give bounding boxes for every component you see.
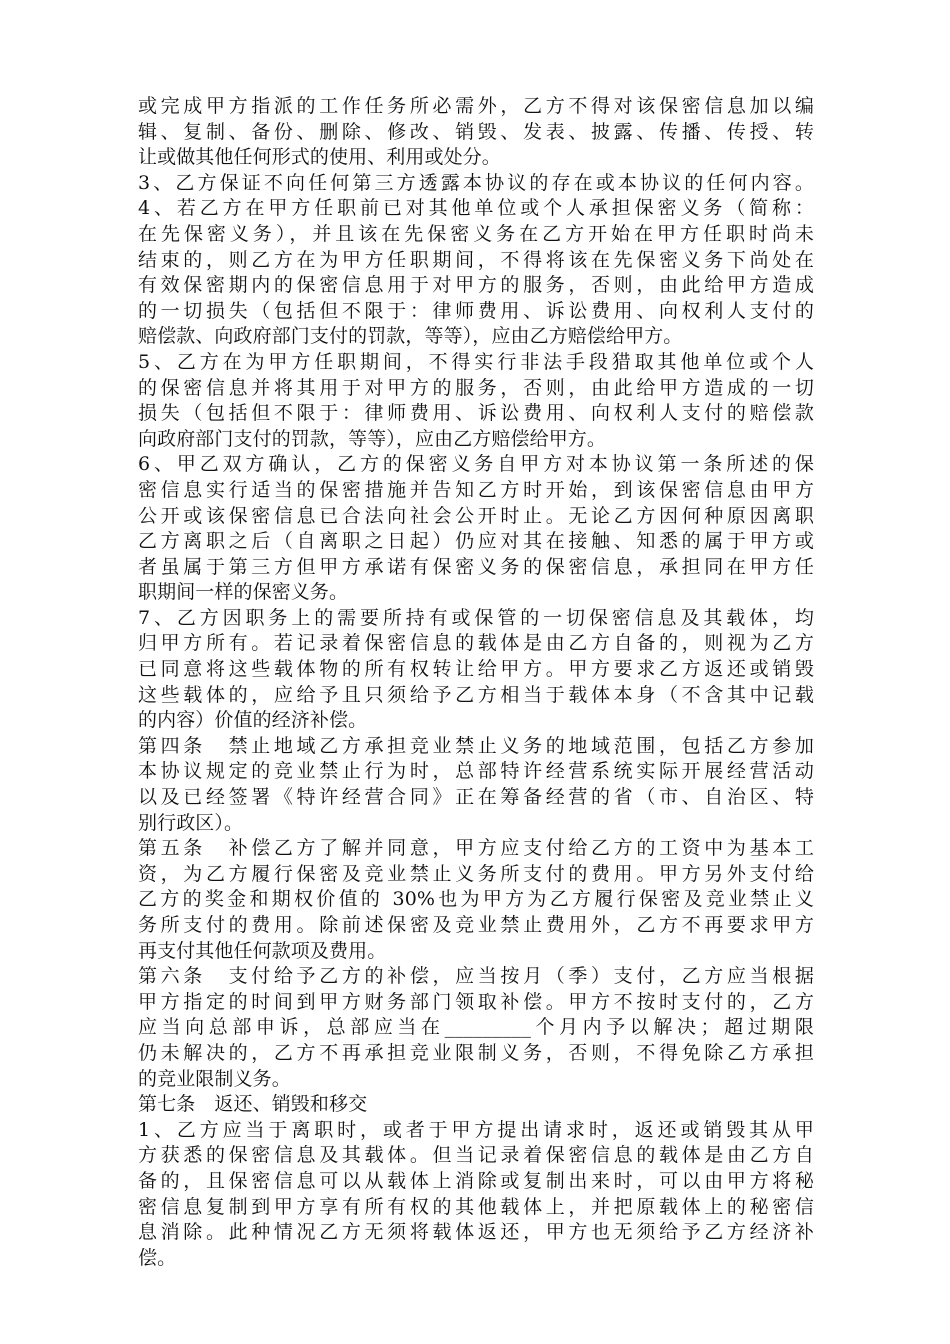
text-line: 以及已经签署《特许经营合同》正在筹备经营的省（市、自治区、特 bbox=[138, 786, 814, 809]
text-line: 让或做其他任何形式的使用、利用或处分。 bbox=[138, 146, 501, 169]
text-line: 资，为乙方履行保密及竞业禁止义务所支付的费用。甲方另外支付给 bbox=[138, 862, 814, 885]
text-line: 4、若乙方在甲方任职前已对其他单位或个人承担保密义务（简称： bbox=[138, 197, 814, 220]
text-line: 密信息实行适当的保密措施并告知乙方时开始，到该保密信息由甲方 bbox=[138, 478, 814, 501]
text-line: 6、甲乙双方确认，乙方的保密义务自甲方对本协议第一条所述的保 bbox=[138, 453, 814, 476]
text-line: 3、乙方保证不向任何第三方透露本协议的存在或本协议的任何内容。 bbox=[138, 171, 814, 194]
text-line: 再支付其他任何款项及费用。 bbox=[138, 939, 387, 962]
text-line: 有效保密期内的保密信息用于对甲方的服务，否则，由此给甲方造成 bbox=[138, 274, 814, 297]
text-line: 已同意将这些载体物的所有权转让给甲方。甲方要求乙方返还或销毁 bbox=[138, 658, 814, 681]
text-line: 归甲方所有。若记录着保密信息的载体是由乙方自备的，则视为乙方 bbox=[138, 632, 814, 655]
text-line: 第七条 返还、销毁和移交 bbox=[138, 1093, 368, 1116]
text-line: 这些载体的，应给予且只须给予乙方相当于载体本身（不含其中记载 bbox=[138, 683, 814, 706]
text-line: 公开或该保密信息已合法向社会公开时止。无论乙方因何种原因离职 bbox=[138, 504, 814, 527]
text-line: 甲方指定的时间到甲方财务部门领取补偿。甲方不按时支付的，乙方 bbox=[138, 990, 814, 1013]
text-line: 职期间一样的保密义务。 bbox=[138, 581, 349, 604]
text-line: 乙方离职之后（自离职之日起）仍应对其在接触、知悉的属于甲方或 bbox=[138, 530, 814, 553]
text-line: 乙方的奖金和期权价值的 30%也为甲方为乙方履行保密及竞业禁止义 bbox=[138, 888, 814, 911]
text-line: 的保密信息并将其用于对甲方的服务，否则，由此给甲方造成的一切 bbox=[138, 376, 814, 399]
text-line: 仍未解决的，乙方不再承担竞业限制义务，否则，不得免除乙方承担 bbox=[138, 1041, 814, 1064]
document-body bbox=[138, 94, 814, 1271]
text-line: 密信息复制到甲方享有所有权的其他载体上，并把原载体上的秘密信 bbox=[138, 1195, 814, 1218]
text-line: 第四条 禁止地域乙方承担竞业禁止义务的地域范围，包括乙方参加 bbox=[138, 734, 814, 757]
text-line: 别行政区）。 bbox=[138, 811, 244, 834]
text-line: 方获悉的保密信息及其载体。但当记录着保密信息的载体是由乙方自 bbox=[138, 1144, 814, 1167]
text-line: 者虽属于第三方但甲方承诺有保密义务的保密信息，承担同在甲方任 bbox=[138, 555, 814, 578]
text-line: 的一切损失（包括但不限于：律师费用、诉讼费用、向权利人支付的 bbox=[138, 299, 814, 322]
text-line: 备的，且保密信息可以从载体上消除或复制出来时，可以由甲方将秘 bbox=[138, 1169, 814, 1192]
text-line: 第六条 支付给予乙方的补偿，应当按月（季）支付，乙方应当根据 bbox=[138, 965, 814, 988]
text-line: 偿。 bbox=[138, 1246, 177, 1269]
text-line: 赔偿款、向政府部门支付的罚款，等等），应由乙方赔偿给甲方。 bbox=[138, 325, 683, 348]
text-line: 辑、复制、备份、删除、修改、销毁、发表、披露、传播、传授、转 bbox=[138, 120, 814, 143]
text-line: 7、乙方因职务上的需要所持有或保管的一切保密信息及其载体，均 bbox=[138, 606, 814, 629]
text-line: 结束的，则乙方在为甲方任职期间，不得将该在先保密义务下尚处在 bbox=[138, 248, 814, 271]
text-line: 在先保密义务），并且该在先保密义务在乙方开始在甲方任职时尚未 bbox=[138, 222, 814, 245]
text-line: 的竞业限制义务。 bbox=[138, 1067, 291, 1090]
text-line: 第五条 补偿乙方了解并同意，甲方应支付给乙方的工资中为基本工 bbox=[138, 837, 814, 860]
text-line: 5、乙方在为甲方任职期间，不得实行非法手段猎取其他单位或个人 bbox=[138, 350, 814, 373]
text-line: 损失（包括但不限于：律师费用、诉讼费用、向权利人支付的赔偿款 bbox=[138, 402, 814, 425]
text-line: 本协议规定的竞业禁止行为时，总部特许经营系统实际开展经营活动 bbox=[138, 760, 814, 783]
text-line: 1、乙方应当于离职时，或者于甲方提出请求时，返还或销毁其从甲 bbox=[138, 1118, 814, 1141]
text-line: 务所支付的费用。除前述保密及竞业禁止费用外，乙方不再要求甲方 bbox=[138, 914, 814, 936]
text-line: 向政府部门支付的罚款，等等），应由乙方赔偿给甲方。 bbox=[138, 427, 607, 450]
text-line: 的内容）价值的经济补偿。 bbox=[138, 709, 368, 732]
text-line: 应当向总部申诉，总部应当在_________个月内予以解决；超过期限 bbox=[138, 1016, 814, 1039]
text-line: 息消除。此种情况乙方无须将载体返还，甲方也无须给予乙方经济补 bbox=[138, 1221, 814, 1244]
text-line: 或完成甲方指派的工作任务所必需外，乙方不得对该保密信息加以编 bbox=[138, 95, 814, 117]
